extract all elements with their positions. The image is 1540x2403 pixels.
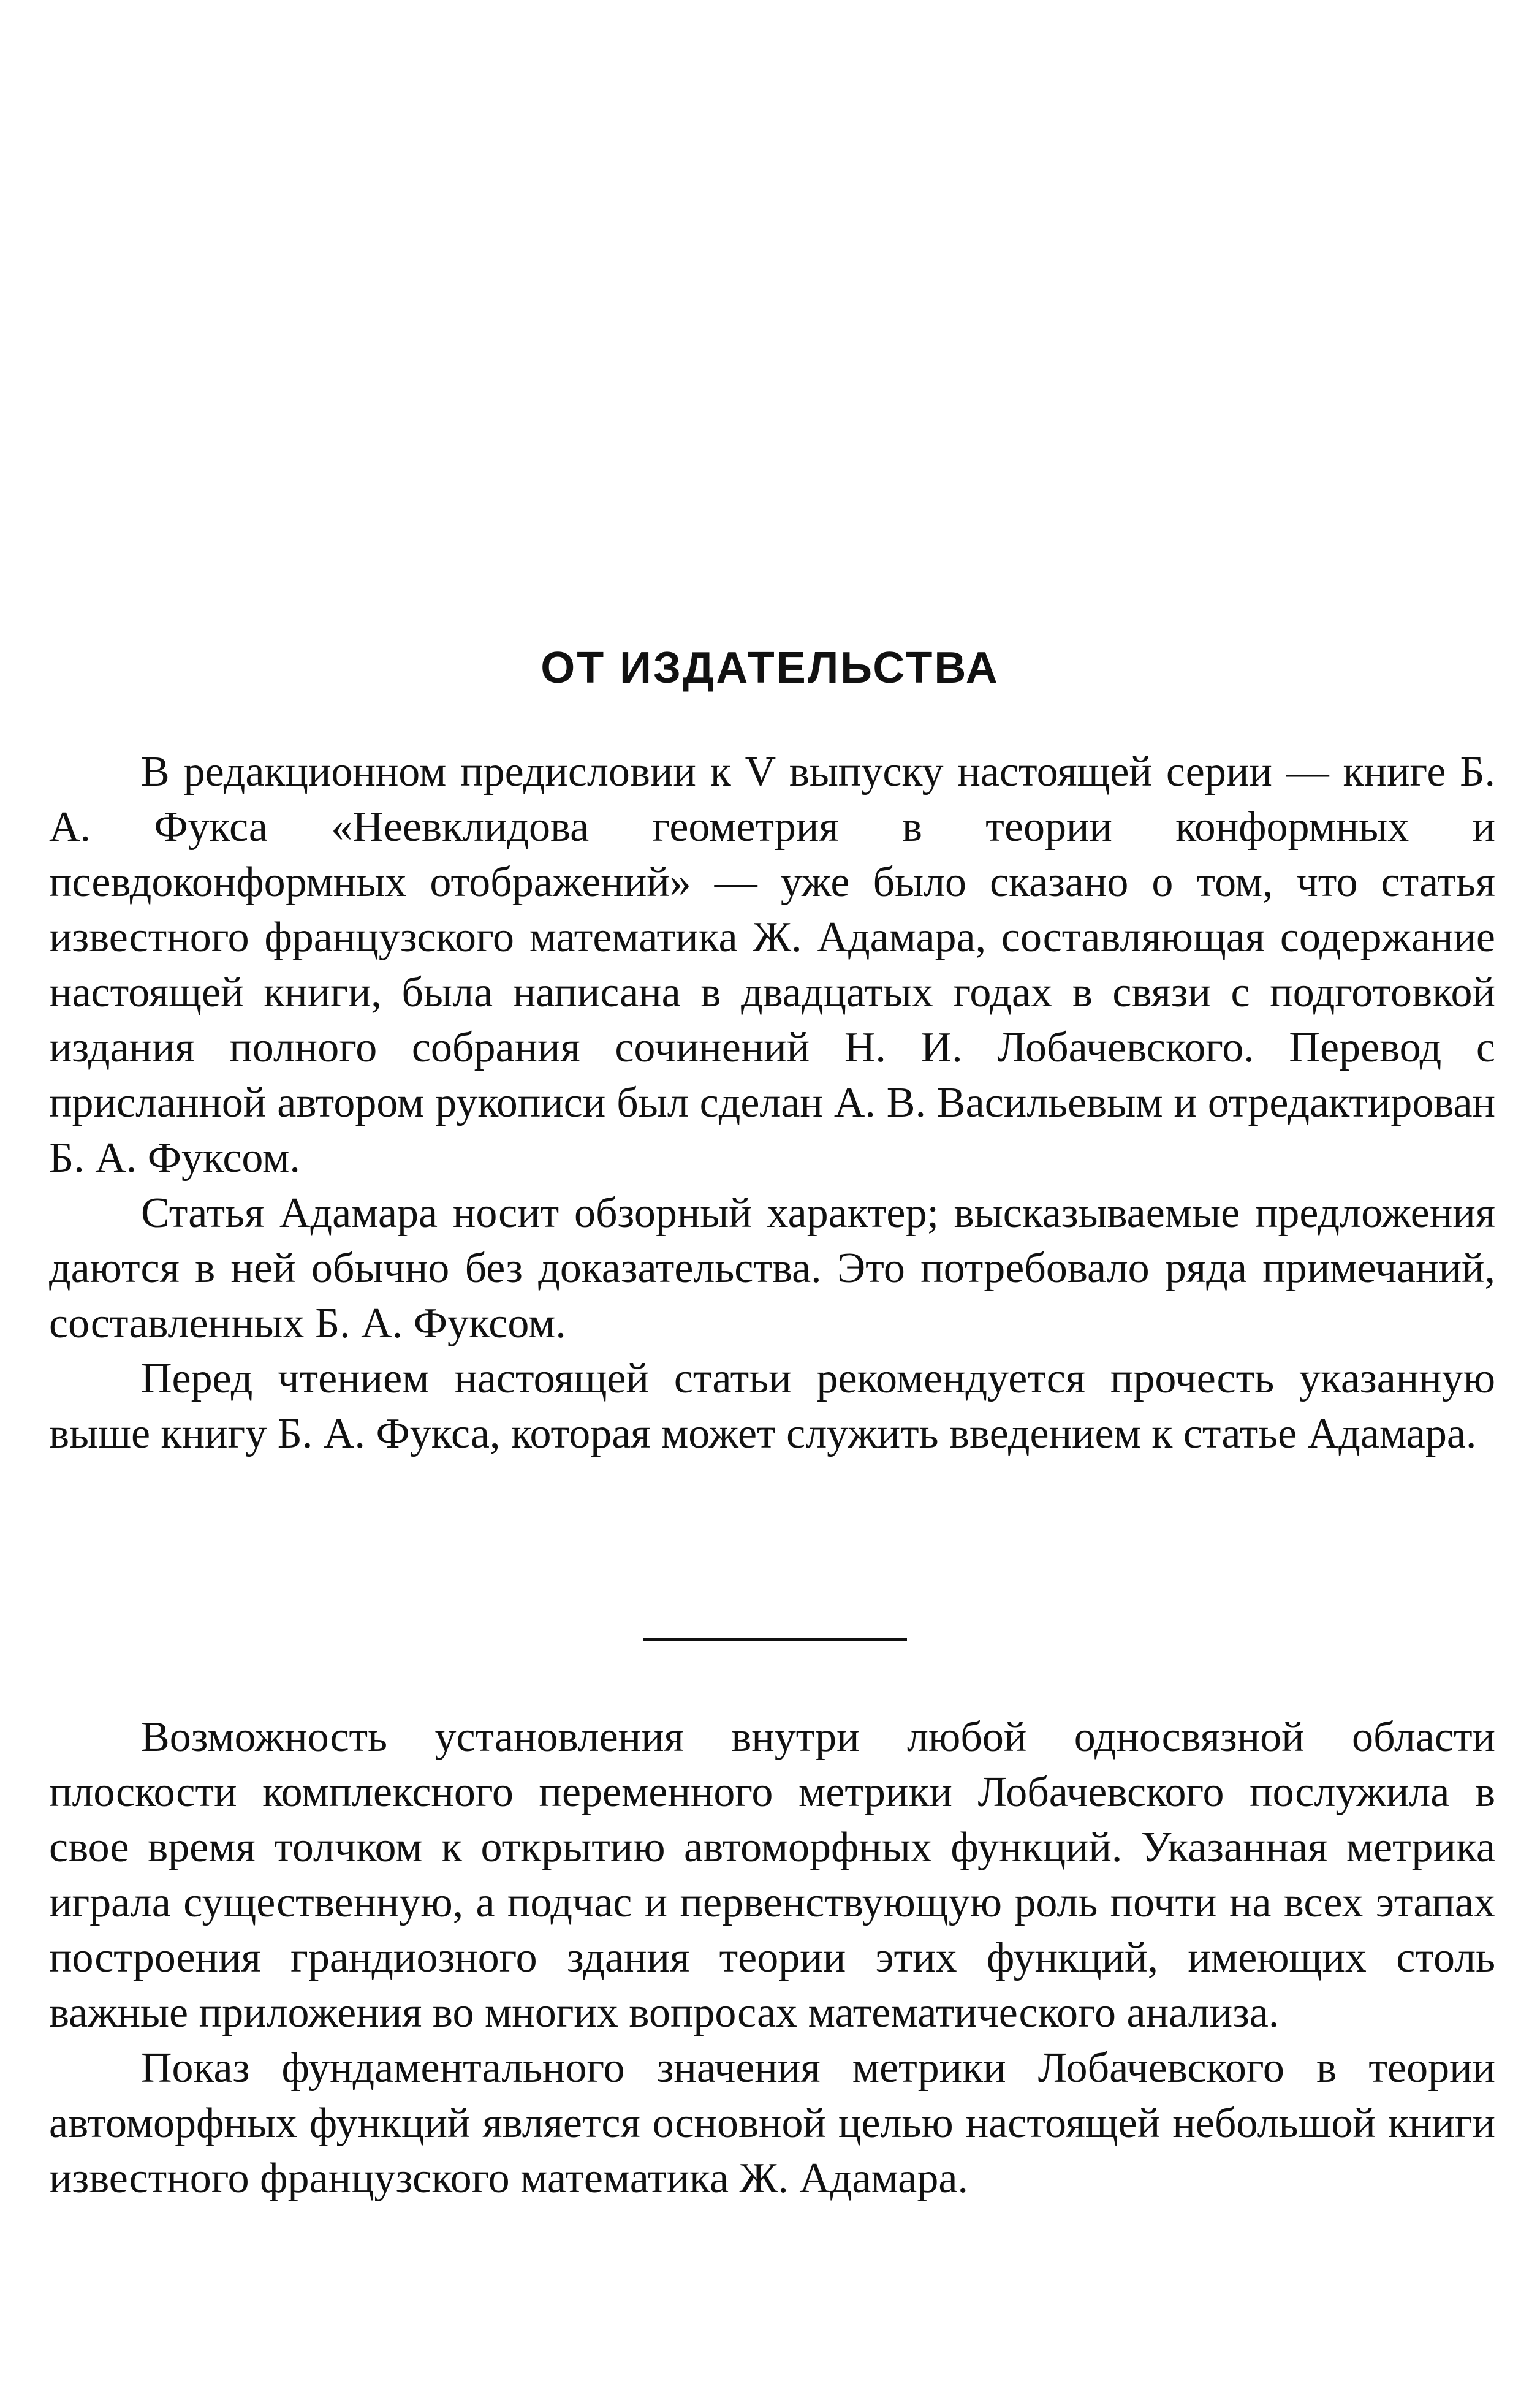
paragraph: В редакционном предисловии к V выпуску настоящей серии — книге Б. А. Фукса «Неевклидова геометрия в теории конформных и псевдоконформных отображений» — уже было сказано о том, что статья известного французского математика Ж. Адамара, составляющая содержание настоящей книги, была написана в двадцатых годах в связи с подготовкой издания полного собрания сочинений Н. И. Лобачевского. Перевод с присланной автором рукописи был сделан А. В. Васильевым и отредактирован Б. А. Фуксом. xyxy=(49,748,1495,1182)
section-divider xyxy=(643,1638,907,1641)
paragraph: Возможность установления внутри любой односвязной области плоскости комплексного переменного метрики Лобачевского послужила в свое время толчком к открытию автоморфных функций. Указанная метрика играла существенную, а подчас и первенствующую роль почти на всех этапах построения грандиозного здания теории этих функций, имеющих столь важные приложения во многих вопросах математического анализа. xyxy=(49,1714,1495,2037)
paragraph: Статья Адамара носит обзорный характер; высказываемые предложения даются в ней обычно без доказательства. Это потребовало ряда примечаний, составленных Б. А. Фуксом. xyxy=(49,1190,1495,1347)
preface-text xyxy=(49,745,1495,1462)
paragraph: Показ фундаментального значения метрики Лобачевского в теории автоморфных функций является основной целью настоящей небольшой книги известного французского математика Ж. Адамара. xyxy=(49,2044,1495,2202)
intro-text xyxy=(49,1710,1495,2206)
paragraph: Перед чтением настоящей статьи рекомендуется прочесть указанную выше книгу Б. А. Фукса, которая может служить введением к статье Адамара. xyxy=(49,1355,1495,1457)
section-title: ОТ ИЗДАТЕЛЬСТВА xyxy=(541,643,999,693)
